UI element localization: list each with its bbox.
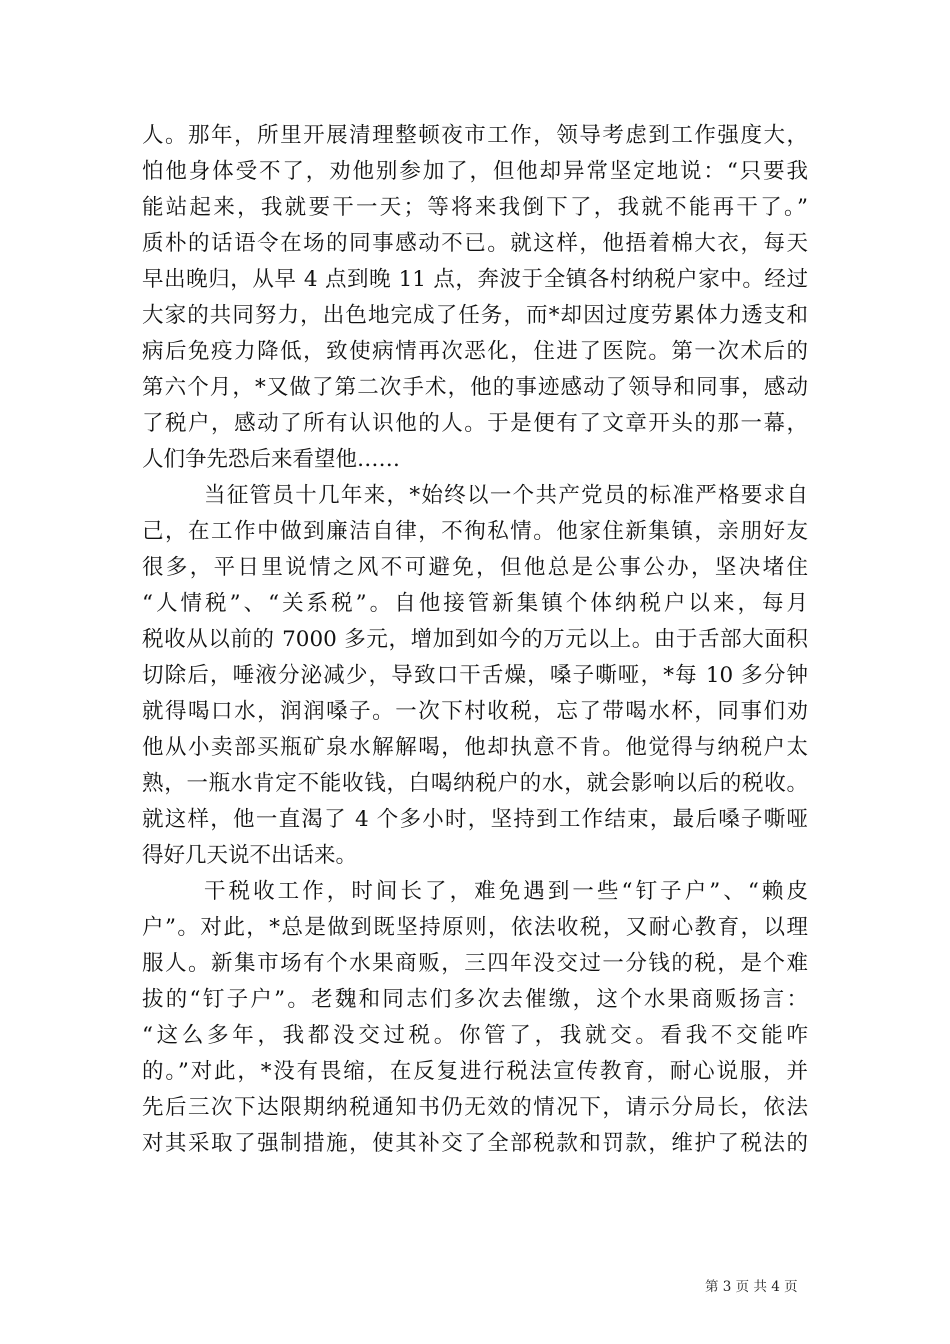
text-line: 的。”对此，*没有畏缩，在反复进行税法宣传教育，耐心说服，并 — [142, 1059, 808, 1084]
text-line: 就这样，他一直渴了 4 个多小时，坚持到工作结束，最后嗓子嘶哑 — [142, 807, 808, 832]
text-line: 当征管员十几年来，*始终以一个共产党员的标准严格要求自 — [204, 483, 808, 508]
text-line: 税收从以前的 7000 多元，增加到如今的万元以上。由于舌部大面积 — [142, 627, 808, 652]
text-line: 第六个月，*又做了第二次手术，他的事迹感动了领导和同事，感动 — [142, 375, 808, 400]
text-line: 他从小卖部买瓶矿泉水解解喝，他却执意不肯。他觉得与纳税户太 — [142, 735, 808, 760]
text-line: 人们争先恐后来看望他…… — [142, 447, 401, 472]
text-line: 怕他身体受不了，劝他别参加了，但他却异常坚定地说：“只要我 — [142, 159, 808, 184]
text-line: 拔的“钉子户”。老魏和同志们多次去催缴，这个水果商贩扬言： — [142, 987, 808, 1012]
text-line: “这么多年，我都没交过税。你管了，我就交。看我不交能咋 — [142, 1023, 808, 1048]
text-line: 人。那年，所里开展清理整顿夜市工作，领导考虑到工作强度大， — [142, 123, 808, 148]
text-line: 先后三次下达限期纳税通知书仍无效的情况下，请示分局长，依法 — [142, 1095, 808, 1120]
text-line: 己，在工作中做到廉洁自律，不徇私情。他家住新集镇，亲朋好友 — [142, 519, 808, 544]
text-line: 得好几天说不出话来。 — [142, 843, 358, 868]
text-line: 服人。新集市场有个水果商贩，三四年没交过一分钱的税，是个难 — [142, 951, 808, 976]
text-line: 质朴的话语令在场的同事感动不已。就这样，他捂着棉大衣，每天 — [142, 231, 808, 256]
text-line: 早出晚归，从早 4 点到晚 11 点，奔波于全镇各村纳税户家中。经过 — [142, 267, 808, 292]
text-line: 病后免疫力降低，致使病情再次恶化，住进了医院。第一次术后的 — [142, 339, 808, 364]
text-line: 能站起来，我就要干一天；等将来我倒下了，我就不能再干了。” — [142, 195, 808, 220]
text-line: 就得喝口水，润润嗓子。一次下村收税，忘了带喝水杯，同事们劝 — [142, 699, 808, 724]
text-line: 大家的共同努力，出色地完成了任务，而*却因过度劳累体力透支和 — [142, 303, 808, 328]
body-text — [142, 118, 808, 1162]
page-number-footer: 第 3 页 共 4 页 — [705, 1279, 798, 1295]
text-line: 很多，平日里说情之风不可避免，但他总是公事公办，坚决堵住 — [142, 555, 808, 580]
text-line: 户”。对此，*总是做到既坚持原则，依法收税，又耐心教育，以理 — [142, 915, 808, 940]
text-line: 切除后，唾液分泌减少，导致口干舌燥，嗓子嘶哑，*每 10 多分钟 — [142, 663, 808, 688]
text-line: 干税收工作，时间长了，难免遇到一些“钉子户”、“赖皮 — [204, 879, 808, 904]
text-line: 对其采取了强制措施，使其补交了全部税款和罚款，维护了税法的 — [142, 1131, 808, 1156]
text-line: “人情税”、“关系税”。自他接管新集镇个体纳税户以来，每月 — [142, 591, 808, 616]
text-line: 熟，一瓶水肯定不能收钱，白喝纳税户的水，就会影响以后的税收。 — [142, 771, 808, 796]
text-line: 了税户，感动了所有认识他的人。于是便有了文章开头的那一幕， — [142, 411, 808, 436]
